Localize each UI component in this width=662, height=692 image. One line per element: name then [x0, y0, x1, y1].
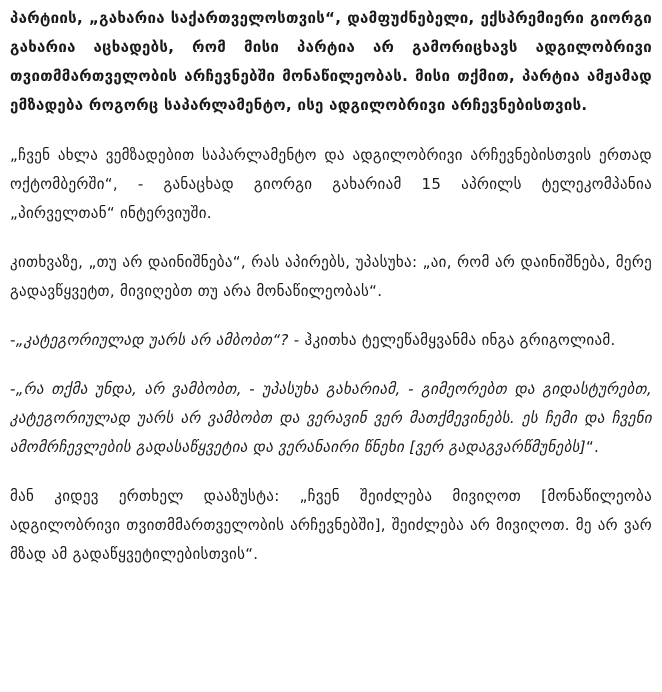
question-quote: -„კატეგორიულად უარს არ ამბობთ“? — [10, 331, 289, 349]
answer-paragraph: კითხვაზე, „თუ არ დაინიშნება“, რას აპირებს, უპასუხა: „აი, რომ არ დაინიშნება, მერე გადავწყვეტთ, მივიღებთ თუ არა მონაწილეობას“. — [10, 253, 652, 300]
reply-quote: -„რა თქმა უნდა, არ ვამბობთ, - უპასუხა გახარიამ, - გიმეორებთ და გიდასტურებთ, კატეგორიულად უარს არ ვამბობთ და ვერავინ ვერ მათქმევინებს. ეს ჩემი და ჩვენი ამომრჩევლების გადასაწყვეტია და ვერანაირი წნეხი [ვერ გადაგვარწმუნებს] — [10, 380, 652, 456]
article-lead-paragraph: პარტიის, „გახარია საქართველოსთვის“, დამფუძნებელი, ექსპრემიერი გიორგი გახარია აცხადებს, რომ მისი პარტია არ გამორიცხავს ადგილობრივი თვითმმართველობის არჩევნებში მონაწილეობას. მისი თქმით, პარტია ამჟამად ემზადება როგორც საპარლამენტო, ისე ადგილობრივი არჩევნებისთვის. — [10, 9, 652, 114]
quote-paragraph: „ჩვენ ახლა ვემზადებით საპარლამენტო და ადგილობრივი არჩევნებისთვის ერთად ოქტომბერში“, - განაცხად გიორგი გახარიამ 15 აპრილს ტელეკომპანია „პირველთან“ ინტერვიუში. — [10, 146, 652, 222]
question-attribution: - ჰკითხა ტელეწამყვანმა ინგა გრიგოლიამ. — [288, 331, 616, 349]
reply-quote-end: “. — [585, 438, 600, 456]
closing-paragraph: მან კიდევ ერთხელ დააზუსტა: „ჩვენ შეიძლება მივიღოთ [მონაწილეობა ადგილობრივი თვითმმართველობის არჩევნებში], შეიძლება არ მივიღოთ. მე არ ვარ მზად ამ გადაწყვეტილებისთვის“. — [10, 487, 652, 563]
question-paragraph — [10, 326, 652, 355]
reply-paragraph — [10, 375, 652, 462]
